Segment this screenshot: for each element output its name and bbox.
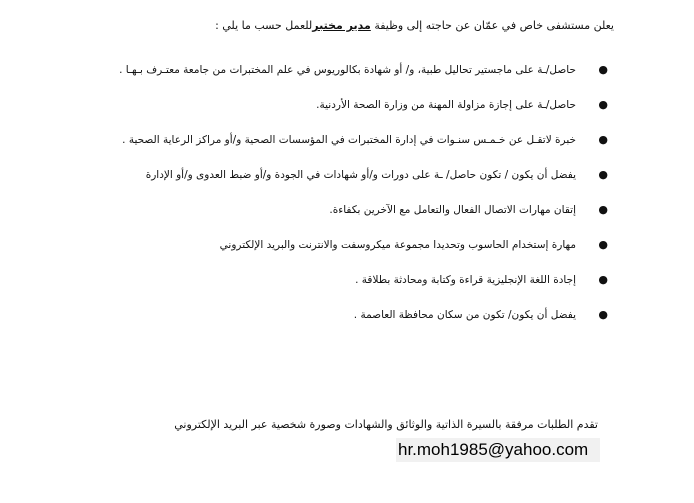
bullet-icon: ●	[598, 168, 608, 181]
bullet-icon: ●	[598, 203, 608, 216]
requirement-text: إجادة اللغة الإنجليزية قراءة وكتابة ومحادثة بطلاقة .	[355, 274, 576, 286]
contact-email[interactable]: hr.moh1985@yahoo.com	[398, 440, 589, 459]
requirement-text: خبرة لاتقـل عن خـمـس سنـوات في إدارة المختبرات في المؤسسات الصحية و/أو مراكز الرعاية الصحية .	[122, 134, 576, 146]
requirement-text: حاصل/ـة على ماجستير تحاليل طبية، و/ أو شهادة بكالوريوس في علم المختبرات من جامعة معتـرف بـهـا .	[119, 64, 576, 76]
bullet-icon: ●	[598, 273, 608, 286]
bullet-icon: ●	[598, 133, 608, 146]
requirement-text: يفضل أن يكون/ تكون من سكان محافظة العاصمة .	[353, 309, 576, 321]
requirement-text: مهارة إستخدام الحاسوب وتحديدا مجموعة ميكروسفت والانترنت والبريد الإلكتروني	[219, 239, 576, 251]
requirement-item	[106, 95, 608, 115]
requirement-item	[106, 130, 608, 150]
requirement-text: إتقان مهارات الاتصال الفعال والتعامل مع الآخرين بكفاءة.	[329, 204, 576, 216]
requirement-text: يفضل أن يكون / تكون حاصل/ ـة على دورات و/أو شهادات في الجودة و/أو ضبط العدوى و/أو الإدارة	[145, 169, 576, 181]
requirement-item	[106, 60, 608, 80]
job-title: مدير مختبر	[312, 19, 371, 32]
requirement-item	[106, 235, 608, 255]
bullet-icon: ●	[598, 98, 608, 111]
requirement-text: حاصل/ـة على إجازة مزاولة المهنة من وزارة الصحة الأردنية.	[316, 99, 576, 111]
requirements-list	[106, 60, 608, 340]
intro-before: يعلن مستشفى خاص في عمّان عن حاجته إلى وظيفة	[374, 19, 614, 32]
intro-after: للعمل حسب ما يلي :	[215, 19, 313, 32]
requirement-item	[106, 200, 608, 220]
bullet-icon: ●	[598, 63, 608, 76]
application-instructions: تقدم الطلبات مرفقة بالسيرة الذاتية والوثائق والشهادات وصورة شخصية عبر البريد الإلكتروني	[174, 418, 598, 431]
requirement-item	[106, 305, 608, 325]
requirement-item	[106, 270, 608, 290]
bullet-icon: ●	[598, 308, 608, 321]
requirement-item	[106, 165, 608, 185]
bullet-icon: ●	[598, 238, 608, 251]
intro-paragraph	[215, 19, 614, 32]
